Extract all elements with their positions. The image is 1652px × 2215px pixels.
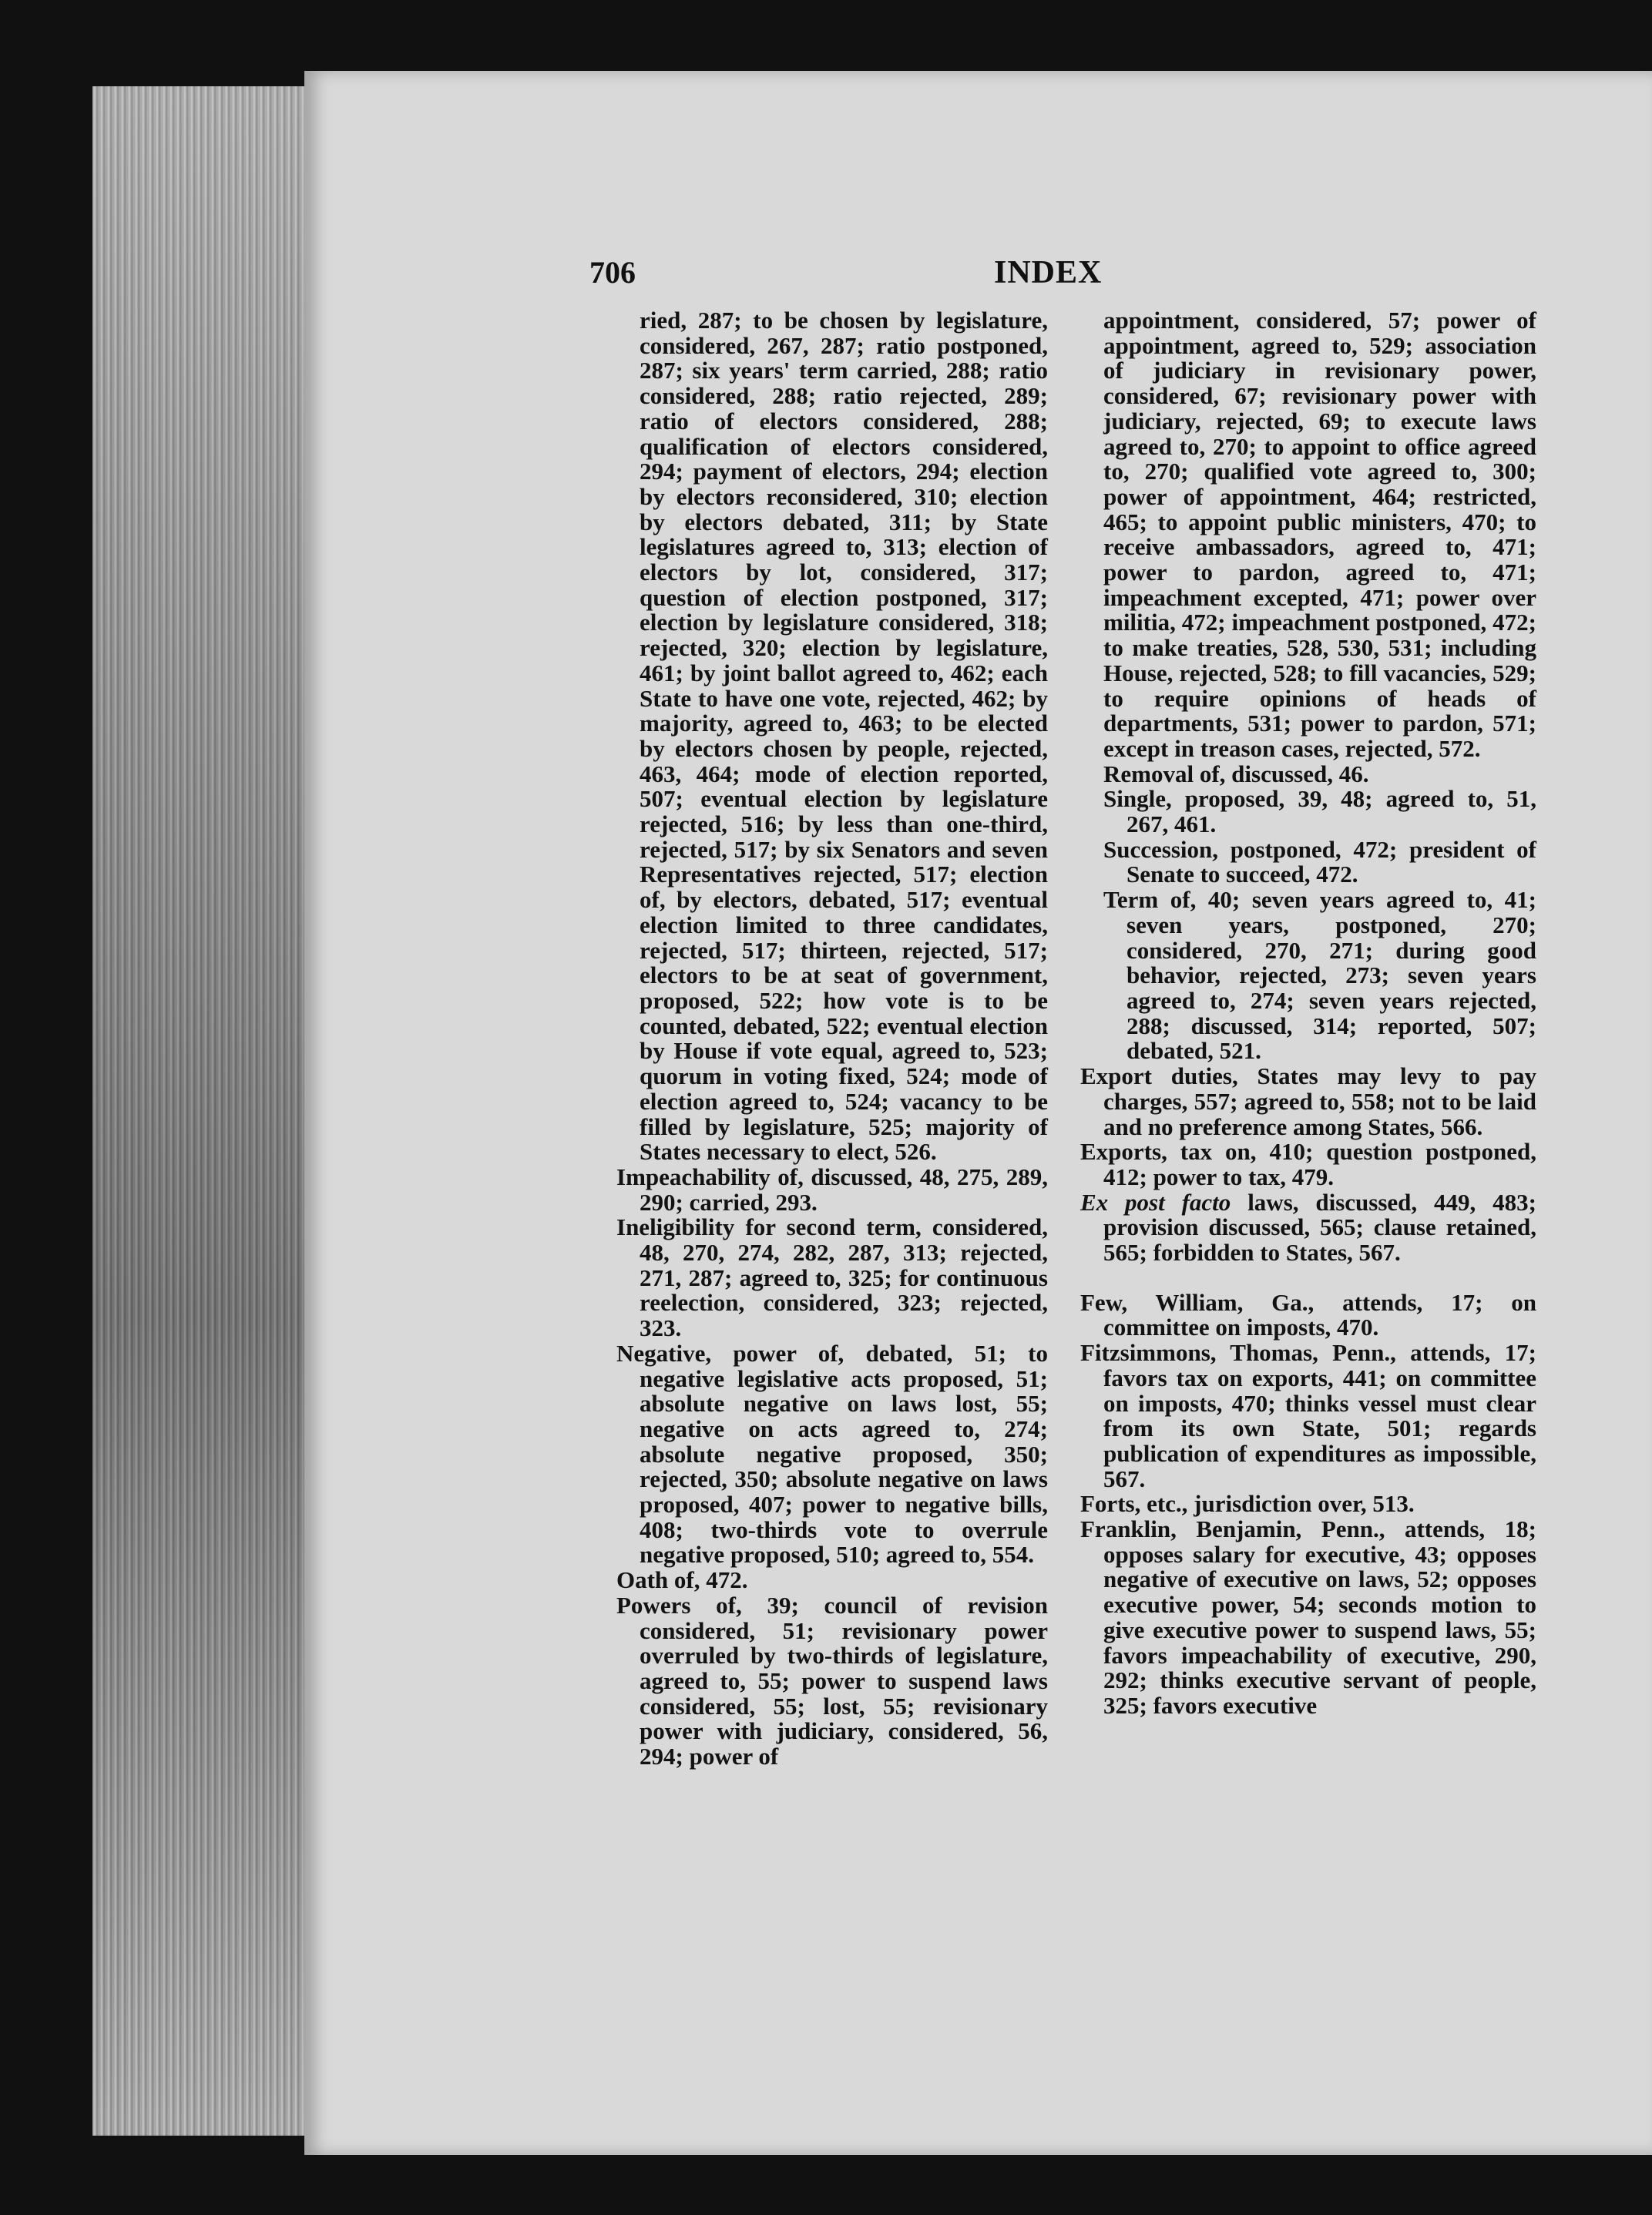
index-entry: Negative, power of, debated, 51; to negative legislative acts proposed, 51; absolute negative on laws lost, 55; negative on acts agreed to, 274; absolute negative proposed, 350; rejected, 350; absolute negative on laws proposed, 407; power to negative bills, 408; two-thirds vote to overrule negative proposed, 510; agreed to, 554.: [616, 1339, 1048, 1569]
index-entry: Removal of, discussed, 46.: [1103, 760, 1369, 787]
entry-gap: [1080, 1266, 1536, 1290]
index-entry: Few, William, Ga., attends, 17; on committee on imposts, 470.: [1080, 1288, 1536, 1341]
index-entry: Exports, tax on, 410; question postponed, 412; power to tax, 479.: [1080, 1138, 1536, 1190]
index-entry: Single, proposed, 39, 48; agreed to, 51, 267, 461.: [1103, 785, 1536, 838]
index-entry: Forts, etc., jurisdiction over, 513.: [1080, 1490, 1415, 1518]
book-fore-edge: [92, 86, 308, 2136]
index-entry: ried, 287; to be chosen by legislature, considered, 267, 287; ratio postponed, 287; six years' term carried, 288; ratio considered, 288; ratio rejected, 289; ratio of electors considered, 288; qualification of electors considered, 294; payment of electors, 294; election by electors reconsidered, 310; election by electors debated, 311; by State legislatures agreed to, 313; election of electors by lot, considered, 317; question of election postponed, 317; election by legislature considered, 318; rejected, 320; election by legislature, 461; by joint ballot agreed to, 462; each State to have one vote, rejected, 462; by majority, agreed to, 463; to be elected by electors chosen by people, rejected, 463, 464; mode of election reported, 507; eventual election by legislature rejected, 516; by less than one-third, rejected, 517; by six Senators and seven Representatives rejected, 517; election of, by electors, debated, 517; eventual election limited to three candidates, rejected, 517; thirteen, rejected, 517; electors to be at seat of government, proposed, 522; how vote is to be counted, debated, 522; eventual election by House if vote equal, agreed to, 523; quorum in voting fixed, 524; mode of election agreed to, 524; vacancy to be filled by legislature, 525; majority of States necessary to elect, 526.: [640, 307, 1048, 1166]
index-entry: Succession, postponed, 472; president of Senate to succeed, 472.: [1103, 835, 1536, 888]
index-entry-italic: Ex post facto: [1080, 1188, 1231, 1216]
section-title: INDEX: [994, 255, 1103, 290]
index-entry: [1080, 1190, 1536, 1266]
index-entry: Export duties, States may levy to pay charges, 557; agreed to, 558; not to be laid and no preference among States, 566.: [1080, 1062, 1536, 1140]
index-column-right: [1080, 308, 1536, 1719]
index-column-left: [616, 308, 1048, 1770]
index-entry: Fitzsimmons, Thomas, Penn., attends, 17; favors tax on exports, 441; on committee on imposts, 470; thinks vessel must clear from its own State, 501; regards publication of expenditures as impossible, 567.: [1080, 1339, 1536, 1492]
running-head: [589, 254, 1568, 300]
index-entry: appointment, considered, 57; power of appointment, agreed to, 529; association of judiciary in revisionary power, considered, 67; revisionary power with judiciary, rejected, 69; to execute laws agreed to, 270; to appoint to office agreed to, 270; qualified vote agreed to, 300; power of appointment, 464; restricted, 465; to appoint public ministers, 470; to receive ambassadors, agreed to, 471; power to pardon, agreed to, 471; impeachment excepted, 471; power over militia, 472; impeachment postponed, 472; to make treaties, 528, 530, 531; including House, rejected, 528; to fill vacancies, 529; to require opinions of heads of departments, 531; power to pardon, 571; except in treason cases, rejected, 572.: [1103, 307, 1536, 762]
index-entry: Oath of, 472.: [616, 1566, 748, 1594]
page-number: 706: [589, 255, 636, 290]
index-entry: Impeachability of, discussed, 48, 275, 289, 290; carried, 293.: [616, 1163, 1048, 1216]
index-entry: Franklin, Benjamin, Penn., attends, 18; opposes salary for executive, 43; opposes negative of executive on laws, 52; opposes executive power, 54; seconds motion to give executive power to suspend laws, 55; favors impeachability of executive, 290, 292; thinks executive servant of people, 325; favors executive: [1080, 1515, 1536, 1719]
index-entry: Term of, 40; seven years agreed to, 41; seven years, postponed, 270; considered, 270, 271; during good behavior, rejected, 273; seven years agreed to, 274; seven years rejected, 288; discussed, 314; reported, 507; debated, 521.: [1103, 886, 1536, 1065]
index-entry-text: laws, discussed, 449, 483; provision discussed, 565; clause retained, 565; forbidden to States, 567.: [1103, 1188, 1536, 1267]
index-entry: Powers of, 39; council of revision considered, 51; revisionary power overruled by two-thirds of legislature, agreed to, 55; power to suspend laws considered, 55; lost, 55; revisionary power with judiciary, considered, 56, 294; power of: [616, 1591, 1048, 1770]
index-entry: Ineligibility for second term, considered, 48, 270, 274, 282, 287, 313; rejected, 271, 287; agreed to, 325; for continuous reelection, considered, 323; rejected, 323.: [616, 1213, 1048, 1342]
